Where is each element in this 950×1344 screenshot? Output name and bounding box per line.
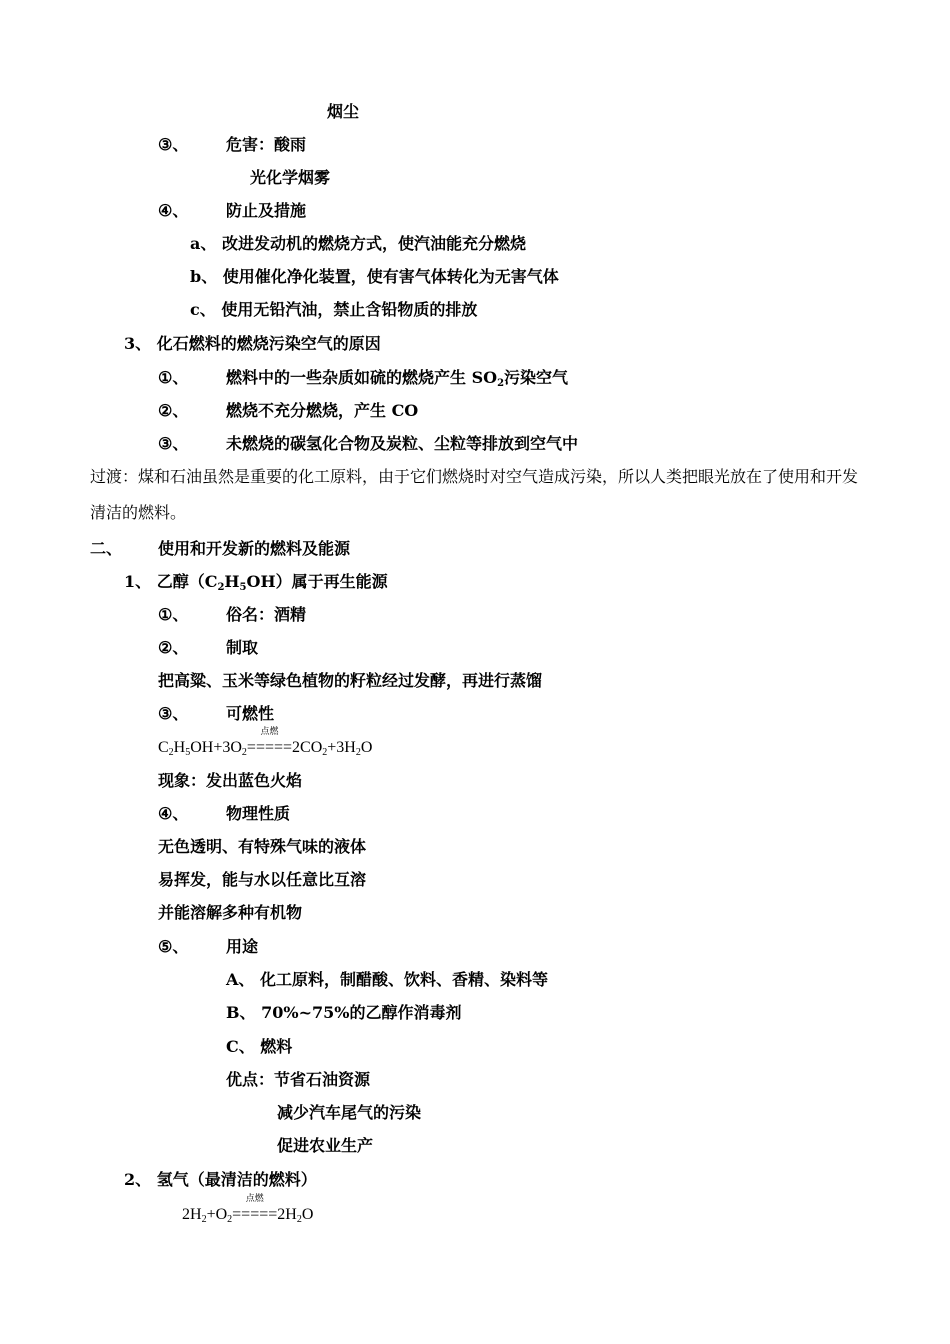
subscript: 2 <box>168 747 174 758</box>
formula-text: 2H <box>277 1206 297 1223</box>
list-item <box>158 201 306 221</box>
chemical-equation <box>182 1193 314 1225</box>
transition-paragraph: 过渡：煤和石油虽然是重要的化工原料，由于它们燃烧时对空气造成污染，所以人类把眼光放在了使用和开发清洁的燃料。 <box>90 467 859 522</box>
heading-text: OH）属于再生能源 <box>246 572 388 591</box>
subscript: 2 <box>355 747 361 758</box>
list-item <box>158 704 274 724</box>
heading-text: H <box>224 572 240 591</box>
subscript: 2 <box>201 1214 207 1225</box>
item-text: 未燃烧的碳氢化合物及炭粒、尘粒等排放到空气中 <box>226 434 579 453</box>
text-line: 并能溶解多种有机物 <box>158 903 303 922</box>
formula-text: O <box>360 739 373 756</box>
reaction-condition <box>232 1193 278 1225</box>
equals-sign: ===== <box>232 1206 278 1223</box>
equals-sign: ===== <box>246 739 293 756</box>
text-line: 烟尘 <box>327 102 360 121</box>
subscript: 2 <box>322 747 328 758</box>
subsection-heading: 2、 氢气（最清洁的燃料） <box>124 1170 317 1189</box>
section-number: 二、 <box>90 539 123 558</box>
item-text: 危害：酸雨 <box>226 135 307 154</box>
text-line: 减少汽车尾气的污染 <box>277 1103 422 1122</box>
item-text: 燃料中的一些杂质如硫的燃烧产生 SO <box>226 368 498 387</box>
list-item <box>158 638 258 658</box>
text-line: 现象：发出蓝色火焰 <box>158 771 303 790</box>
text-line: 易挥发，能与水以任意比互溶 <box>158 870 367 889</box>
item-number: ②、 <box>158 401 189 420</box>
item-number: ④、 <box>158 804 189 823</box>
formula-text: +3H <box>327 739 356 756</box>
list-item <box>158 135 306 155</box>
text-line: 优点：节省石油资源 <box>226 1070 371 1089</box>
text-line: C、 燃料 <box>226 1037 293 1056</box>
item-number: ②、 <box>158 638 189 657</box>
list-item <box>158 401 418 421</box>
condition-label: 点燃 <box>245 1193 264 1203</box>
text-line: 促进农业生产 <box>277 1136 374 1155</box>
formula-text: OH+3O <box>190 739 242 756</box>
reaction-condition <box>246 726 293 758</box>
list-item <box>158 434 578 454</box>
section-heading: 3、 化石燃料的燃烧污染空气的原因 <box>124 334 381 353</box>
item-text: 防止及措施 <box>226 201 307 220</box>
formula-text: C <box>158 739 169 756</box>
item-text: 污染空气 <box>504 368 569 387</box>
text-line: 把高粱、玉米等绿色植物的籽粒经过发酵，再进行蒸馏 <box>158 671 543 690</box>
text-line: B、 70%~75%的乙醇作消毒剂 <box>226 1003 462 1022</box>
item-number: ④、 <box>158 201 189 220</box>
text-line: c、 使用无铅汽油，禁止含铅物质的排放 <box>190 300 478 319</box>
item-text: 制取 <box>226 638 259 657</box>
section-heading <box>90 539 350 559</box>
subscript: 2 <box>241 747 247 758</box>
item-number: ⑤、 <box>158 937 189 956</box>
item-text: 燃烧不充分燃烧，产生 CO <box>226 401 419 420</box>
item-number: ③、 <box>158 434 189 453</box>
item-text: 俗名：酒精 <box>226 605 307 624</box>
text-line: A、 化工原料，制醋酸、饮料、香精、染料等 <box>226 970 548 989</box>
chemical-equation <box>158 726 373 758</box>
subscript: 5 <box>239 582 247 593</box>
text-line: 无色透明、有特殊气味的液体 <box>158 837 367 856</box>
item-text: 可燃性 <box>226 704 275 723</box>
subscript: 2 <box>296 1214 302 1225</box>
formula-text: 2CO <box>292 739 323 756</box>
subscript: 2 <box>497 378 505 389</box>
formula-text: H <box>173 739 186 756</box>
subscript: 5 <box>185 747 191 758</box>
text-line: a、 改进发动机的燃烧方式，使汽油能充分燃烧 <box>190 234 526 253</box>
subscript: 2 <box>227 1214 233 1225</box>
text-line: 光化学烟雾 <box>250 168 331 187</box>
list-item <box>158 937 258 957</box>
subsection-heading <box>124 572 388 592</box>
list-item <box>158 368 568 388</box>
list-item <box>158 605 306 625</box>
item-text: 物理性质 <box>226 804 291 823</box>
item-number: ①、 <box>158 605 189 624</box>
formula-text: +O <box>206 1206 228 1223</box>
item-number: ③、 <box>158 135 189 154</box>
item-number: ③、 <box>158 704 189 723</box>
text-line: b、 使用催化净化装置，使有害气体转化为无害气体 <box>190 267 559 286</box>
formula-text: O <box>301 1206 314 1223</box>
condition-label: 点燃 <box>260 726 279 736</box>
list-item <box>158 804 290 824</box>
item-text: 用途 <box>226 937 259 956</box>
section-title: 使用和开发新的燃料及能源 <box>158 539 351 558</box>
heading-text: 1、 乙醇（C <box>124 572 218 591</box>
subscript: 2 <box>217 582 225 593</box>
formula-text: 2H <box>182 1206 202 1223</box>
item-number: ①、 <box>158 368 189 387</box>
